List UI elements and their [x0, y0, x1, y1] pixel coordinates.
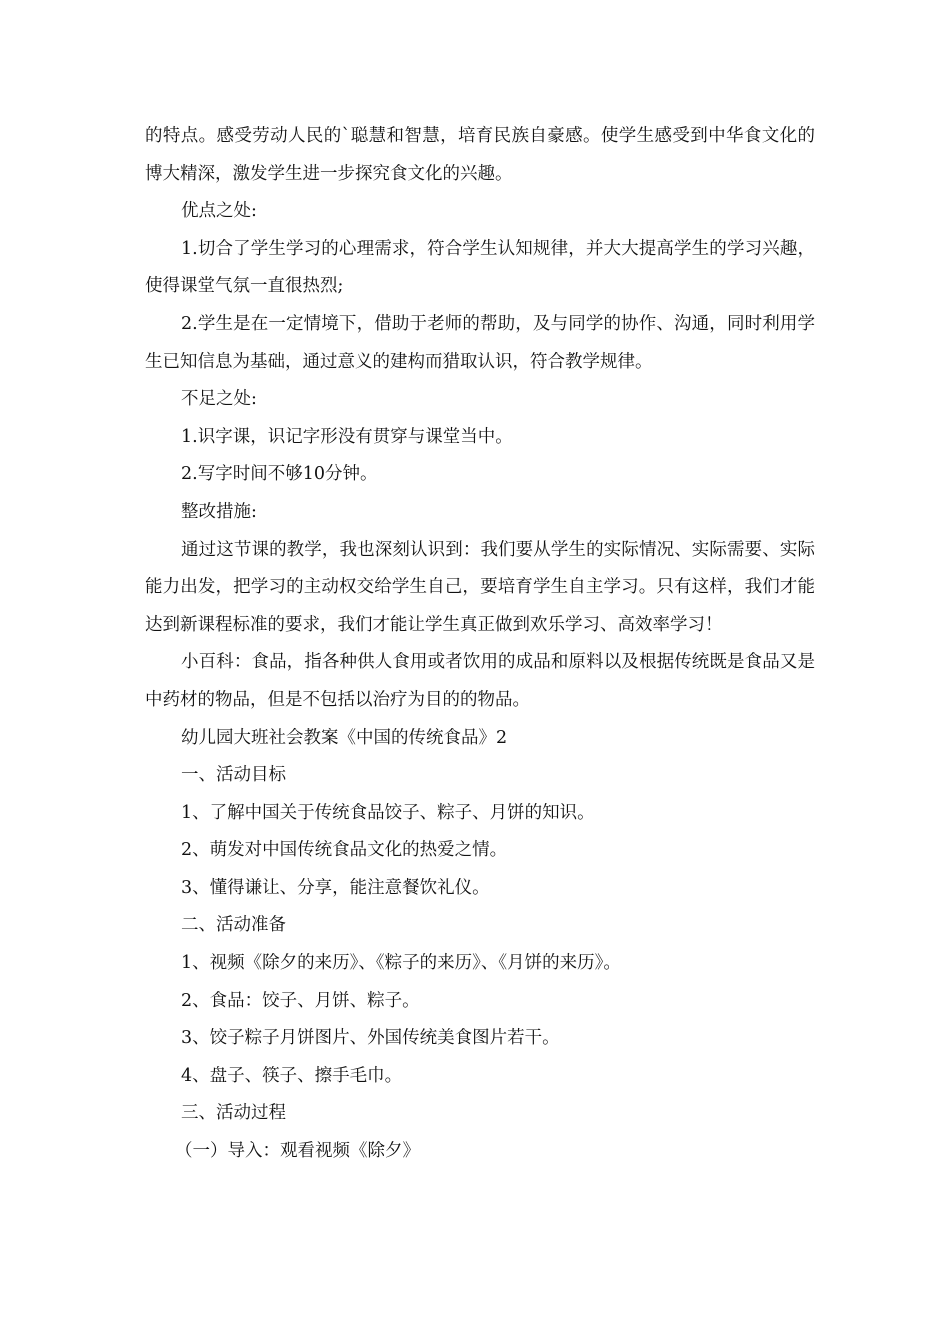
- document-body: [145, 118, 815, 1171]
- goal-item-2: 2、萌发对中国传统食品文化的热爱之情。: [181, 840, 508, 861]
- paragraph-continuation: 的特点。感受劳动人民的`聪慧和智慧，培育民族自豪感。使学生感受到中华食文化的博大精深，激发学生进一步探究食文化的兴趣。: [145, 126, 815, 184]
- goal-item-3: 3、懂得谦让、分享，能注意餐饮礼仪。: [181, 877, 490, 898]
- shortcoming-item-2: 2.写字时间不够10分钟。: [181, 464, 378, 485]
- measures-paragraph: 通过这节课的教学，我也深刻认识到：我们要从学生的实际情况、实际需要、实际能力出发，把学习的主动权交给学生自己，要培育学生自主学习。只有这样，我们才能达到新课程标准的要求，我们才能让学生真正做到欢乐学习、高效率学习！: [145, 539, 815, 635]
- advantage-item-2: 2.学生是在一定情境下，借助于老师的帮助，及与同学的协作、沟通，同时利用学生已知信息为基础，通过意义的建构而猎取认识，符合教学规律。: [145, 313, 815, 372]
- goal-item-1: 1、了解中国关于传统食品饺子、粽子、月饼的知识。: [181, 802, 595, 823]
- section-heading-process: 三、活动过程: [181, 1103, 286, 1124]
- encyclopedia-note: 小百科：食品，指各种供人食用或者饮用的成品和原料以及根据传统既是食品又是中药材的物品，但是不包括以治疗为目的的物品。: [145, 652, 815, 710]
- section-heading-goals: 一、活动目标: [181, 765, 286, 786]
- preparation-item-2: 2、食品：饺子、月饼、粽子。: [181, 990, 420, 1011]
- section-heading-preparation: 二、活动准备: [181, 915, 286, 936]
- heading-measures: 整改措施:: [181, 501, 257, 522]
- advantage-item-1: 1.切合了学生学习的心理需求，符合学生认知规律，并大大提高学生的学习兴趣，使得课堂气氛一直很热烈;: [145, 238, 815, 297]
- preparation-item-1: 1、视频《除夕的来历》、《粽子的来历》、《月饼的来历》。: [181, 953, 621, 974]
- preparation-item-4: 4、盘子、筷子、擦手毛巾。: [181, 1065, 403, 1086]
- heading-shortcomings: 不足之处:: [181, 389, 257, 410]
- lesson-plan-title: 幼儿园大班社会教案《中国的传统食品》2: [181, 727, 508, 748]
- preparation-item-3: 3、饺子粽子月饼图片、外国传统美食图片若干。: [181, 1028, 560, 1049]
- process-step-1: （一）导入：观看视频《除夕》: [175, 1141, 420, 1162]
- shortcoming-item-1: 1.识字课，识记字形没有贯穿与课堂当中。: [181, 426, 513, 447]
- heading-advantages: 优点之处:: [181, 201, 257, 222]
